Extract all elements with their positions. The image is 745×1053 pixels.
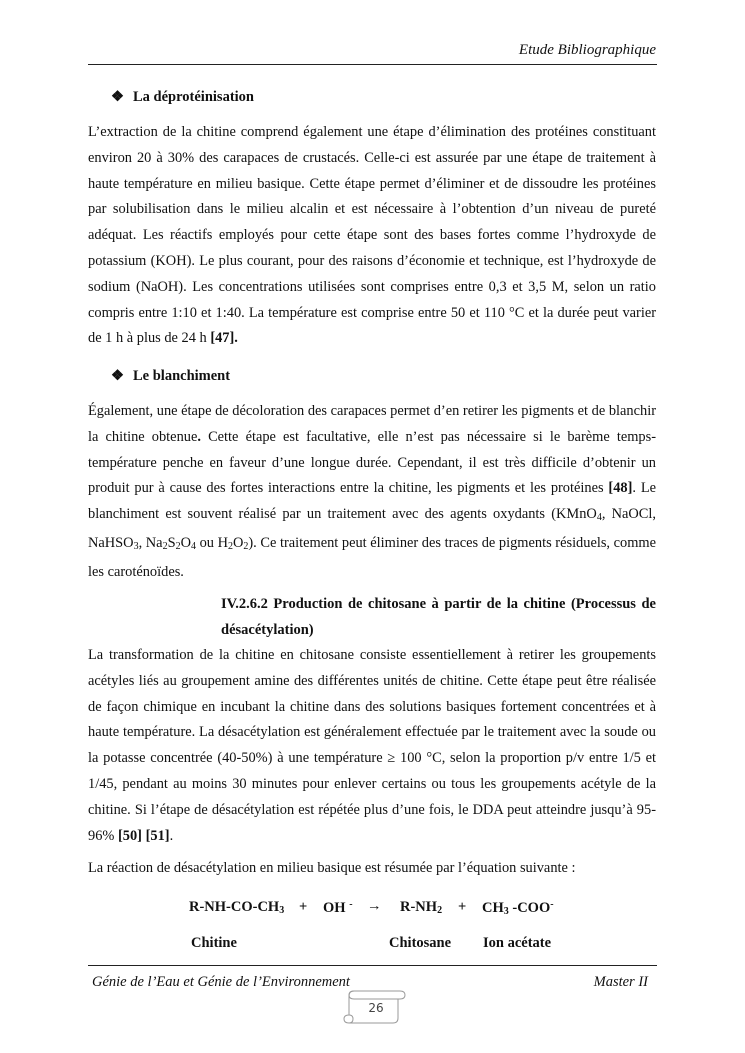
footer-program: Génie de l’Eau et Génie de l’Environnement [92, 974, 350, 990]
label-chitosane: Chitosane [389, 935, 452, 951]
footer-degree: Master II [593, 974, 648, 990]
equation-hydroxide: OH - [323, 899, 353, 916]
diamond-bullet-icon: ❖ [111, 89, 124, 105]
label-chitine: Chitine [191, 935, 237, 951]
citation-51: [51] [145, 827, 170, 844]
equation-plus-1: + [299, 899, 308, 915]
equation-plus-2: + [458, 899, 467, 915]
page-number: 26 [368, 1001, 384, 1015]
citation-48: [48] [608, 480, 633, 497]
reaction-intro: La réaction de désacétylation en milieu basique est résumée par l’équation suivante : [88, 860, 576, 876]
paragraph-desacetylation: La transformation de la chitine en chitosane consiste essentiellement à retirer les groupements acétyles liés au groupement amine des différentes unités de chitine. Cette étape peut être réalisée de façon chimique en incubant la chitine dans des solutions basiques fortement concentrées et à haute température. La désacétylation est généralement effectuée par le traitement avec la soude ou la potasse concentrée (40-50%) à une température ≥ 100 °C, selon la proportion p/v entre 1/5 et 1/45, pendant au moins 30 minutes pour enlever certains ou tous les groupements acétyle de la chitine. Si l’étape de désacétylation est répétée plus d’une fois, le DDA peut atteindre jusqu’à 95-96% [50] [51]. [88, 647, 656, 844]
footer-rule [88, 965, 657, 966]
citation-50: [50] [117, 827, 142, 844]
diamond-bullet-icon: ❖ [111, 368, 124, 384]
citation-47: [47]. [210, 330, 238, 347]
equation-arrow-icon: → [367, 898, 382, 914]
section-heading-blanchiment: ❖ Le blanchiment [111, 368, 231, 384]
equation-reactant-chitine: $R-NH-CO-CH_3$ [189, 899, 285, 916]
label-ion-acetate: Ion acétate [483, 935, 552, 951]
subsection-heading-chitosane: IV.2.6.2 Production de chitosane à partir de la chitine (Processus de désacétylation) [221, 596, 656, 638]
paragraph-blanchiment: Également, une étape de décoloration des carapaces permet d’en retirer les pigments et de blanchir la chitine obtenue. Cette étape est facultative, elle n’est pas nécessaire si le barème temps-température penche en faveur d’une longue durée. Cependant, il est très difficile d’obtenir un produit pur à cause des fortes interactions entre la chitine, les pigments et les protéines [48]. Le blanchiment est souvent réalisé par un traitement avec des agents oxydants (KMnO$_4$, NaOCl, NaHSO$_3$, $Na_2S_2O_4$ ou $H_2O_2$). Ce traitement peut éliminer des traces de pigments résiduels, comme les caroténoïdes. [88, 403, 656, 580]
header-rule [88, 64, 657, 65]
paragraph-deproteinisation: L’extraction de la chitine comprend également une étape d’élimination des protéines constituant environ 20 à 30% des carapaces de crustacés. Celle-ci est assurée par une étape de traitement à haute température en milieu basique. Cette étape permet d’éliminer et de dissoudre les protéines par solubilisation dans le milieu alcalin et est nécessaire à l’obtention d’un niveau de pureté adéquat. Les réactifs employés pour cette étape sont des bases fortes comme l’hydroxyde de potassium (KOH). Le plus courant, pour des raisons d’économie et technique, est l’hydroxyde de sodium (NaOH). Les concentrations utilisées sont comprises entre 0,3 et 3,5 M, selon un ratio compris entre 1:10 et 1:40. La température est comprise entre 50 et 110 °C et la durée peut varier de 1 h à plus de 24 h [47]. [88, 124, 656, 347]
running-header-title: Etude Bibliographique [518, 42, 656, 58]
section-heading-deproteinisation: ❖ La déprotéinisation [111, 89, 254, 105]
equation-product-acetate: $CH_3$ -COO- [482, 899, 554, 917]
equation-product-chitosane: $R-NH_2$ [400, 899, 443, 916]
